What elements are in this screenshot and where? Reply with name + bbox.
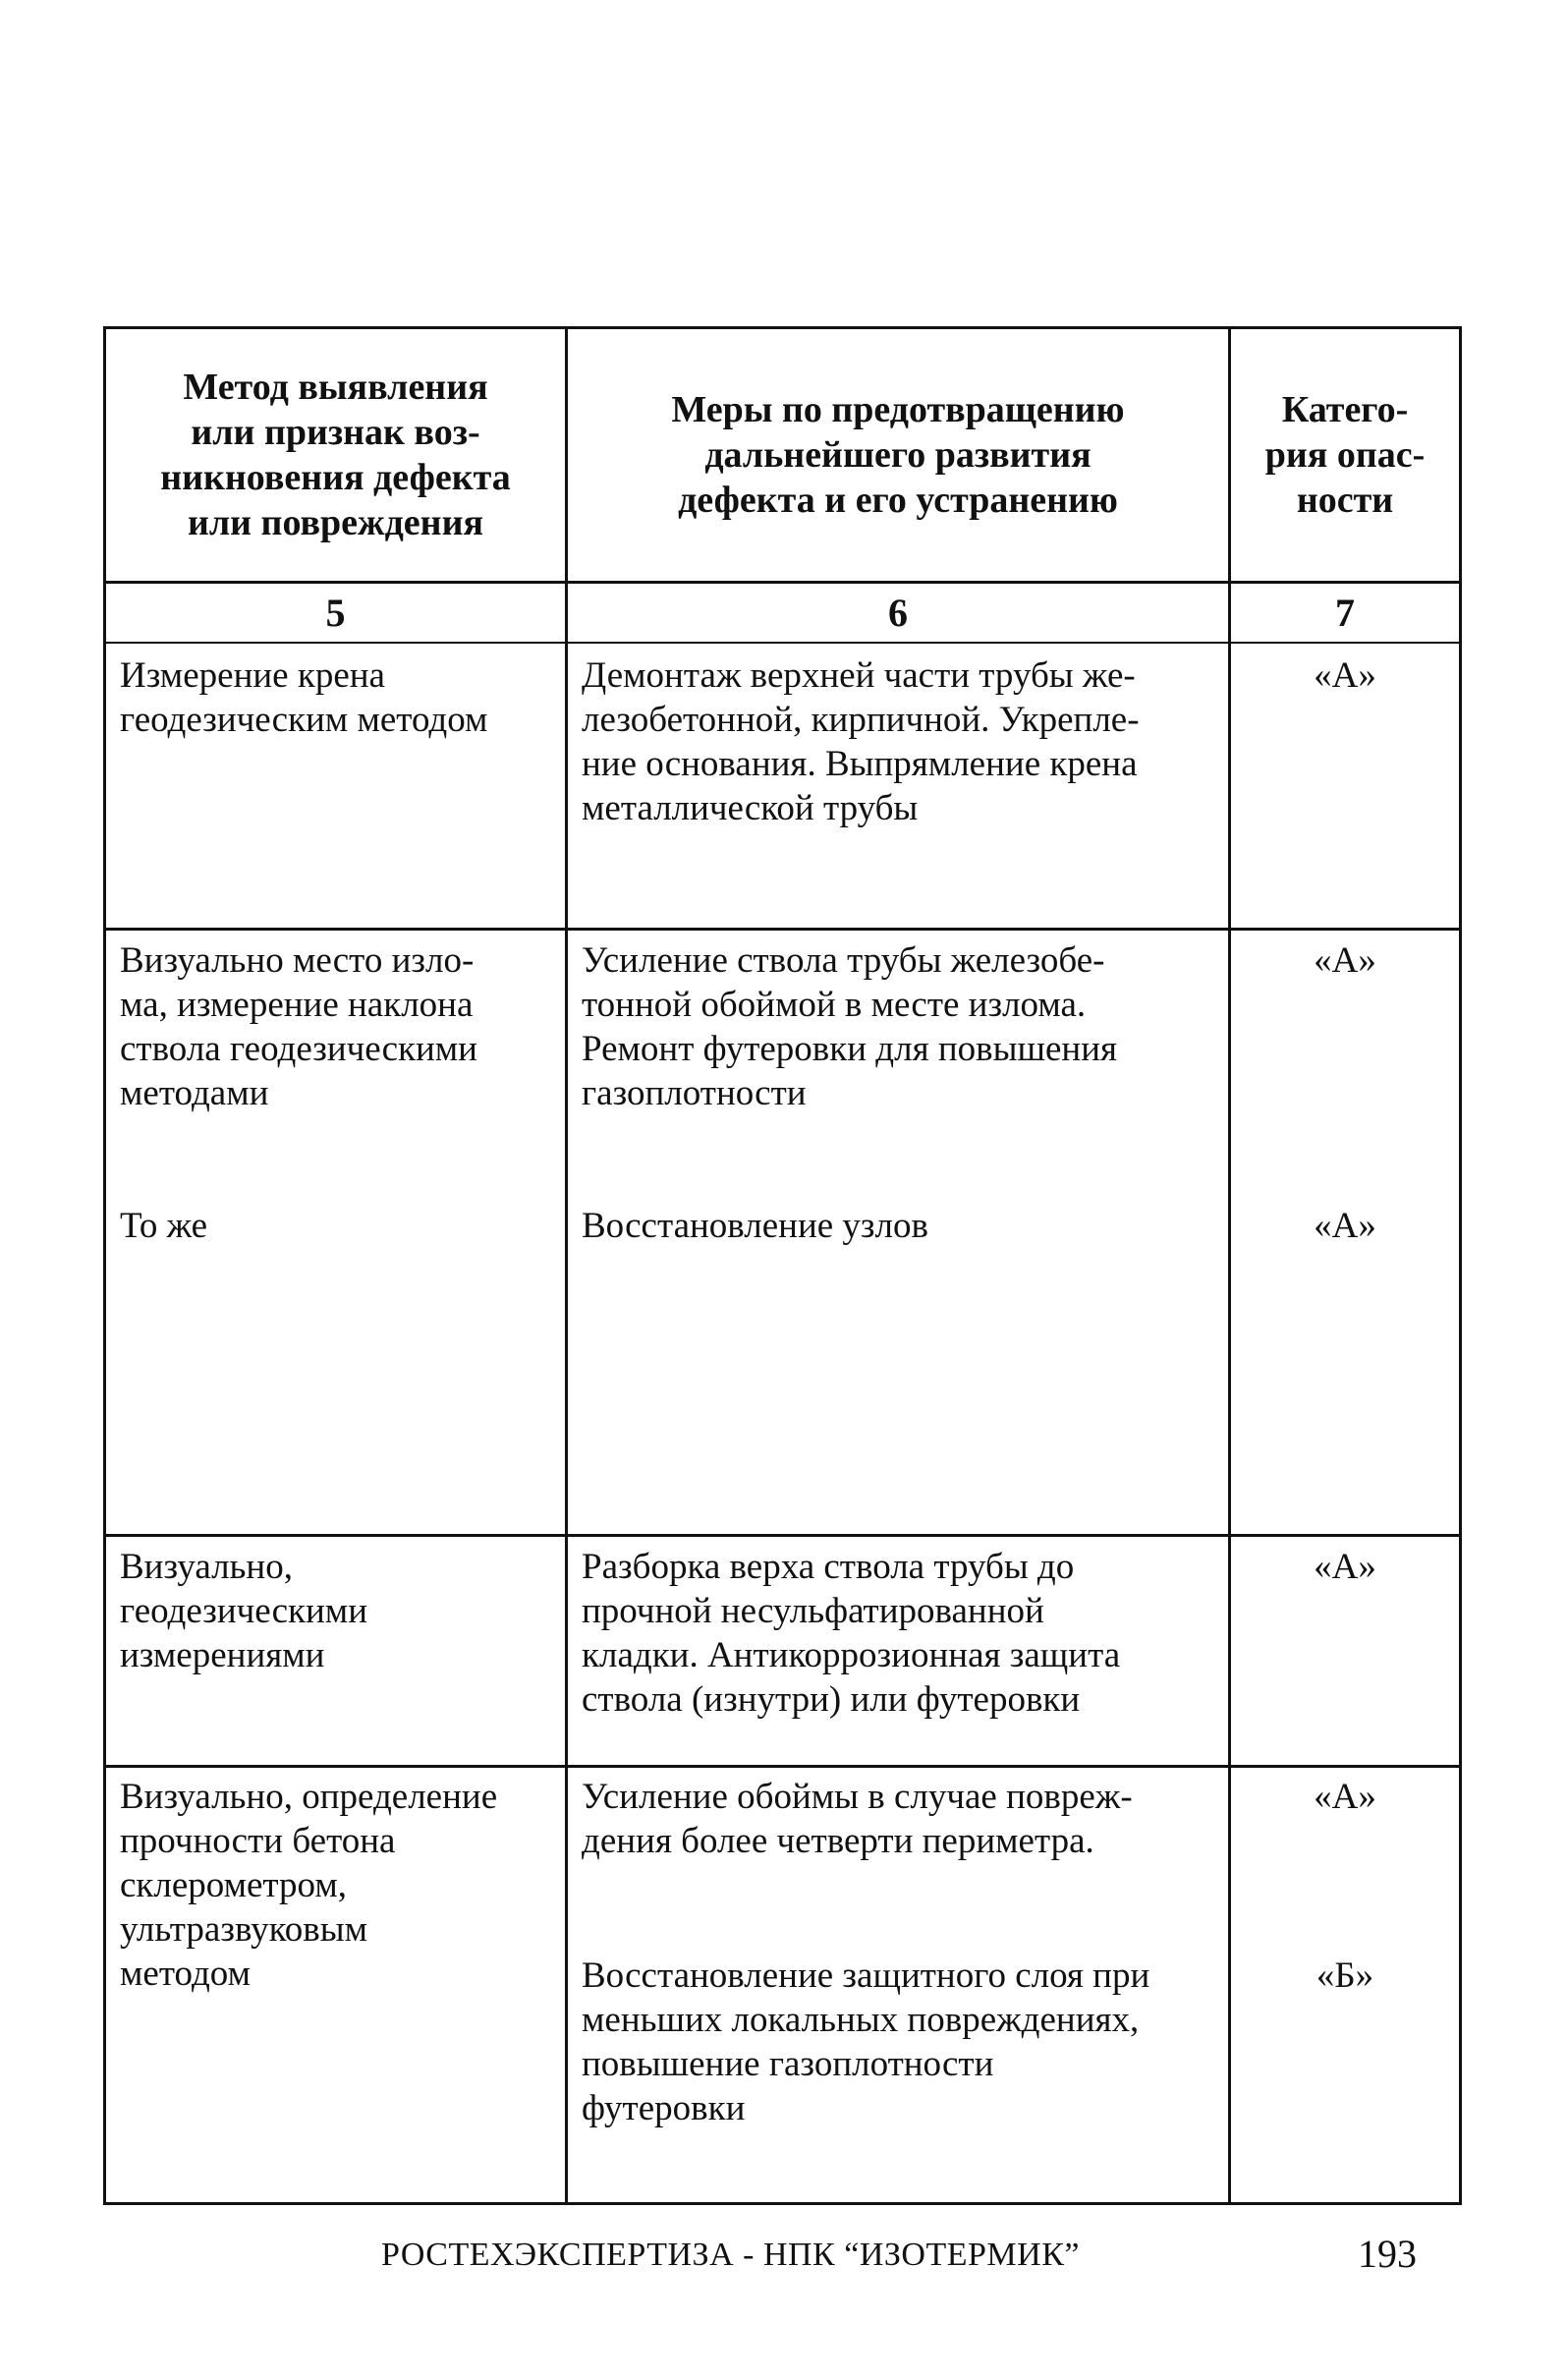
row2-method: Визуально место изло- ма, измерение наклона ствола геодезическими методами: [120, 940, 477, 1113]
header-method: Метод выявления или признак воз- никновения дефекта или повреждения: [160, 367, 511, 543]
row1-category: «А»: [1314, 655, 1376, 696]
header-measures: Меры по предотвращению дальнейшего развития дефекта и его устранению: [671, 389, 1125, 521]
row2-measures: Усиление ствола трубы железобе- тонной обоймой в месте излома. Ремонт футеровки для повышения газоплотности: [582, 940, 1118, 1113]
page-number: 193: [1358, 2232, 1417, 2276]
column-number-7: 7: [1335, 591, 1355, 635]
row3-category: «А»: [1314, 1206, 1376, 1246]
row-divider: [106, 1534, 1459, 1537]
column-number-5: 5: [325, 591, 346, 635]
defects-table: [103, 326, 1462, 2205]
row6-measures: Восстановление защитного слоя при меньших локальных повреждениях, повышение газоплотности футеровки: [582, 1955, 1150, 2128]
row6-category: «Б»: [1315, 1955, 1374, 1996]
row1-measures: Демонтаж верхней части трубы же- лезобетонной, кирпичной. Укрепле- ние основания. Выпрямление крена металлической трубы: [582, 655, 1140, 828]
footer-publisher: РОСТЕХЭКСПЕРТИЗА - НПК “ИЗОТЕРМИК”: [381, 2237, 1080, 2273]
row3-measures: Восстановление узлов: [582, 1206, 928, 1246]
row-divider: [106, 642, 1459, 644]
header-category: Катего- рия опас- ности: [1264, 389, 1426, 521]
column-number-6: 6: [888, 591, 908, 635]
row2-category: «А»: [1314, 940, 1376, 981]
row3-method: То же: [120, 1206, 208, 1246]
row5-measures: Усиление обоймы в случае повреж- дения более четверти периметра.: [582, 1777, 1133, 1861]
row4-method: Визуально, геодезическими измерениями: [120, 1547, 368, 1675]
row4-measures: Разборка верха ствола трубы до прочной несульфатированной кладки. Антикоррозионная защита ствола (изнутри) или футеровки: [582, 1547, 1121, 1720]
row-divider: [106, 1765, 1459, 1768]
row5-category: «А»: [1314, 1777, 1376, 1817]
row-divider: [106, 928, 1459, 931]
row5-method: Визуально, определение прочности бетона склерометром, ультразвуковым методом: [120, 1777, 498, 1994]
row1-method: Измерение крена геодезическим методом: [120, 655, 488, 740]
row4-category: «А»: [1314, 1547, 1376, 1587]
